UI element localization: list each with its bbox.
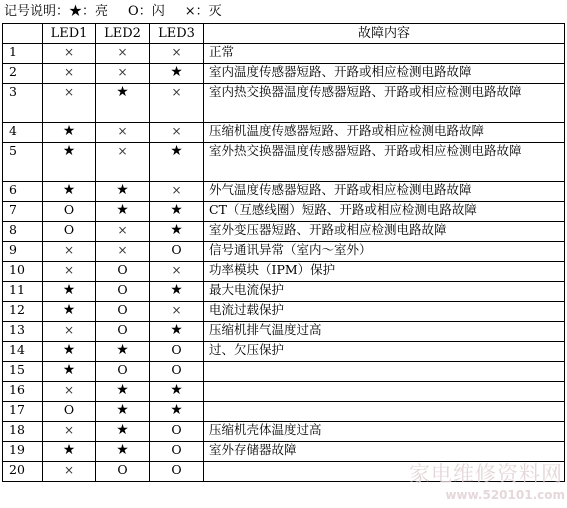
- led2-state-cell: [96, 462, 150, 482]
- table-header-row: [3, 24, 565, 44]
- led2-state: ★: [116, 382, 129, 398]
- led1-state-cell: [43, 262, 96, 282]
- fault-description: [204, 402, 565, 422]
- led2-state-cell: [96, 282, 150, 302]
- led1-state: ★: [62, 123, 76, 139]
- led3-state-cell: [150, 362, 204, 382]
- legend-title: 记号说明：: [4, 4, 70, 19]
- led3-state-cell: [150, 242, 204, 262]
- led2-state: O: [117, 362, 128, 377]
- symbol-legend: [4, 2, 222, 22]
- led1-state-cell: [43, 64, 96, 84]
- row-number: 20: [3, 462, 43, 482]
- led1-state-cell: [43, 382, 96, 402]
- led3-state: O: [171, 422, 182, 437]
- led2-state-cell: [96, 123, 150, 143]
- row-number: 5: [3, 143, 43, 182]
- led2-state: ×: [117, 65, 128, 79]
- led1-state-cell: [43, 242, 96, 262]
- fault-description: 室外存储器故障: [204, 442, 565, 462]
- led1-state: ×: [63, 263, 75, 277]
- led3-state-cell: [150, 123, 204, 143]
- led2-state: ★: [116, 202, 129, 218]
- header-number: [3, 24, 43, 44]
- fault-description: [204, 382, 565, 402]
- led1-state-cell: [43, 222, 96, 242]
- led2-state-cell: [96, 182, 150, 202]
- fault-description: 室外热交换器温度传感器短路、开路或相应检测电路故障: [204, 143, 565, 182]
- fault-description: 室内温度传感器短路、开路或相应检测电路故障: [204, 64, 565, 84]
- row-number: 12: [3, 302, 43, 322]
- led1-state: ×: [63, 463, 75, 477]
- table-row: [3, 84, 565, 123]
- legend-blink: O：闪: [128, 4, 165, 19]
- fault-description: [204, 362, 565, 382]
- led3-state-cell: [150, 462, 204, 482]
- table-row: [3, 382, 565, 402]
- led2-state: ×: [117, 223, 128, 237]
- fault-description: 最大电流保护: [204, 282, 565, 302]
- row-number: 19: [3, 442, 43, 462]
- led2-state: O: [117, 462, 128, 477]
- header-led3: LED3: [150, 24, 204, 44]
- legend-on: ★：亮: [69, 4, 109, 19]
- header-led2: LED2: [96, 24, 150, 44]
- table-row: [3, 143, 565, 182]
- led2-state: ★: [116, 182, 129, 198]
- led1-state-cell: [43, 143, 96, 182]
- led2-state-cell: [96, 44, 150, 64]
- led1-state: ×: [63, 65, 75, 79]
- led2-state-cell: [96, 442, 150, 462]
- led3-state-cell: [150, 84, 204, 123]
- led3-state: ★: [170, 202, 183, 218]
- led2-state-cell: [96, 382, 150, 402]
- led2-state-cell: [96, 262, 150, 282]
- led3-state: ★: [170, 143, 183, 159]
- led2-state: ×: [117, 243, 128, 257]
- row-number: 1: [3, 44, 43, 64]
- led3-state-cell: [150, 44, 204, 64]
- led1-state-cell: [43, 282, 96, 302]
- led2-state: ×: [117, 45, 128, 59]
- fault-description: 压缩机壳体温度过高: [204, 422, 565, 442]
- led3-state-cell: [150, 422, 204, 442]
- watermark-url: www.520101.com: [445, 488, 565, 502]
- row-number: 14: [3, 342, 43, 362]
- fault-description: 正常: [204, 44, 565, 64]
- led1-state-cell: [43, 402, 96, 422]
- led2-state: ×: [117, 144, 128, 158]
- table-row: [3, 302, 565, 322]
- led3-state-cell: [150, 322, 204, 342]
- row-number: 15: [3, 362, 43, 382]
- led2-state: ★: [116, 442, 129, 458]
- row-number: 17: [3, 402, 43, 422]
- table-row: [3, 64, 565, 84]
- led3-state: ×: [171, 303, 182, 317]
- led1-state: O: [63, 202, 75, 217]
- led1-state-cell: [43, 462, 96, 482]
- table-row: [3, 44, 565, 64]
- led2-state-cell: [96, 322, 150, 342]
- table-row: [3, 362, 565, 382]
- led2-state: ★: [116, 402, 129, 418]
- led3-state-cell: [150, 64, 204, 84]
- led2-state-cell: [96, 362, 150, 382]
- led1-state: O: [63, 222, 75, 237]
- led2-state-cell: [96, 64, 150, 84]
- fault-description: 压缩机排气温度过高: [204, 322, 565, 342]
- led3-state: ×: [171, 45, 182, 59]
- led2-state: ★: [116, 84, 129, 100]
- led2-state: O: [117, 282, 128, 297]
- table-row: [3, 402, 565, 422]
- led3-state-cell: [150, 402, 204, 422]
- table-row: [3, 342, 565, 362]
- led2-state: ★: [116, 422, 129, 438]
- row-number: 11: [3, 282, 43, 302]
- led3-state-cell: [150, 143, 204, 182]
- table-row: [3, 282, 565, 302]
- led3-state: ★: [170, 322, 183, 338]
- led3-state: ×: [171, 124, 182, 138]
- led2-state: ×: [117, 124, 128, 138]
- led2-state: O: [117, 302, 128, 317]
- led2-state-cell: [96, 143, 150, 182]
- fault-description: 过、欠压保护: [204, 342, 565, 362]
- led2-state-cell: [96, 422, 150, 442]
- led3-state: ×: [171, 263, 182, 277]
- led1-state-cell: [43, 342, 96, 362]
- watermark-text: 家电维修资料网: [409, 462, 563, 486]
- header-led1: LED1: [43, 24, 96, 44]
- row-number: 4: [3, 123, 43, 143]
- fault-description: 压缩机温度传感器短路、开路或相应检测电路故障: [204, 123, 565, 143]
- fault-description: 电流过载保护: [204, 302, 565, 322]
- table-row: [3, 422, 565, 442]
- fault-code-table: [2, 23, 565, 482]
- row-number: 9: [3, 242, 43, 262]
- led1-state: ×: [63, 423, 75, 437]
- led3-state: ★: [170, 282, 183, 298]
- led3-state-cell: [150, 182, 204, 202]
- row-number: 7: [3, 202, 43, 222]
- led1-state: ★: [62, 143, 76, 159]
- table-row: [3, 222, 565, 242]
- led1-state: ★: [62, 342, 76, 358]
- row-number: 10: [3, 262, 43, 282]
- led1-state: ×: [63, 85, 75, 99]
- led3-state-cell: [150, 302, 204, 322]
- led1-state: ×: [63, 243, 75, 257]
- led2-state: O: [117, 322, 128, 337]
- row-number: 6: [3, 182, 43, 202]
- led3-state: O: [171, 362, 182, 377]
- row-number: 13: [3, 322, 43, 342]
- table-row: [3, 202, 565, 222]
- table-row: [3, 242, 565, 262]
- led2-state-cell: [96, 342, 150, 362]
- led1-state-cell: [43, 442, 96, 462]
- fault-description: CT（互感线圈）短路、开路或相应检测电路故障: [204, 202, 565, 222]
- legend-off: ×：灭: [184, 4, 222, 19]
- led1-state: ★: [62, 302, 76, 318]
- led2-state-cell: [96, 402, 150, 422]
- led3-state-cell: [150, 342, 204, 362]
- led1-state: ★: [62, 442, 76, 458]
- led1-state-cell: [43, 84, 96, 123]
- led3-state-cell: [150, 442, 204, 462]
- led2-state: O: [117, 262, 128, 277]
- led3-state: ×: [171, 85, 182, 99]
- led2-state-cell: [96, 222, 150, 242]
- row-number: 18: [3, 422, 43, 442]
- row-number: 8: [3, 222, 43, 242]
- header-fault-content: 故障内容: [204, 24, 565, 44]
- led2-state-cell: [96, 84, 150, 123]
- led1-state-cell: [43, 182, 96, 202]
- led3-state: ★: [170, 64, 183, 80]
- led3-state: ★: [170, 402, 183, 418]
- led3-state-cell: [150, 222, 204, 242]
- table-row: [3, 182, 565, 202]
- led3-state: O: [171, 242, 182, 257]
- led3-state: ×: [171, 183, 182, 197]
- led3-state: O: [171, 442, 182, 457]
- led1-state-cell: [43, 123, 96, 143]
- table-row: [3, 123, 565, 143]
- led1-state: O: [63, 402, 75, 417]
- led3-state-cell: [150, 382, 204, 402]
- fault-description: 外气温度传感器短路、开路或相应检测电路故障: [204, 182, 565, 202]
- led2-state-cell: [96, 242, 150, 262]
- fault-description: 功率模块（IPM）保护: [204, 262, 565, 282]
- led1-state-cell: [43, 202, 96, 222]
- led2-state-cell: [96, 202, 150, 222]
- table-row: [3, 262, 565, 282]
- led1-state-cell: [43, 302, 96, 322]
- led1-state-cell: [43, 322, 96, 342]
- row-number: 16: [3, 382, 43, 402]
- led2-state: ★: [116, 342, 129, 358]
- led3-state: O: [171, 462, 182, 477]
- led1-state-cell: [43, 362, 96, 382]
- led1-state-cell: [43, 422, 96, 442]
- led3-state-cell: [150, 202, 204, 222]
- led1-state-cell: [43, 44, 96, 64]
- led1-state: ×: [63, 383, 75, 397]
- led1-state: ×: [63, 45, 75, 59]
- led1-state: ★: [62, 362, 76, 378]
- led3-state-cell: [150, 262, 204, 282]
- table-row: [3, 322, 565, 342]
- fault-description: 信号通讯异常（室内～室外）: [204, 242, 565, 262]
- led1-state: ★: [62, 282, 76, 298]
- led3-state-cell: [150, 282, 204, 302]
- led3-state: O: [171, 342, 182, 357]
- led1-state: ★: [62, 182, 76, 198]
- led3-state: ★: [170, 222, 183, 238]
- row-number: 2: [3, 64, 43, 84]
- fault-description: 室内热交换器温度传感器短路、开路或相应检测电路故障: [204, 84, 565, 123]
- led3-state: ★: [170, 382, 183, 398]
- row-number: 3: [3, 84, 43, 123]
- fault-description: 室外变压器短路、开路或相应检测电路故障: [204, 222, 565, 242]
- led2-state-cell: [96, 302, 150, 322]
- led1-state: ×: [63, 323, 75, 337]
